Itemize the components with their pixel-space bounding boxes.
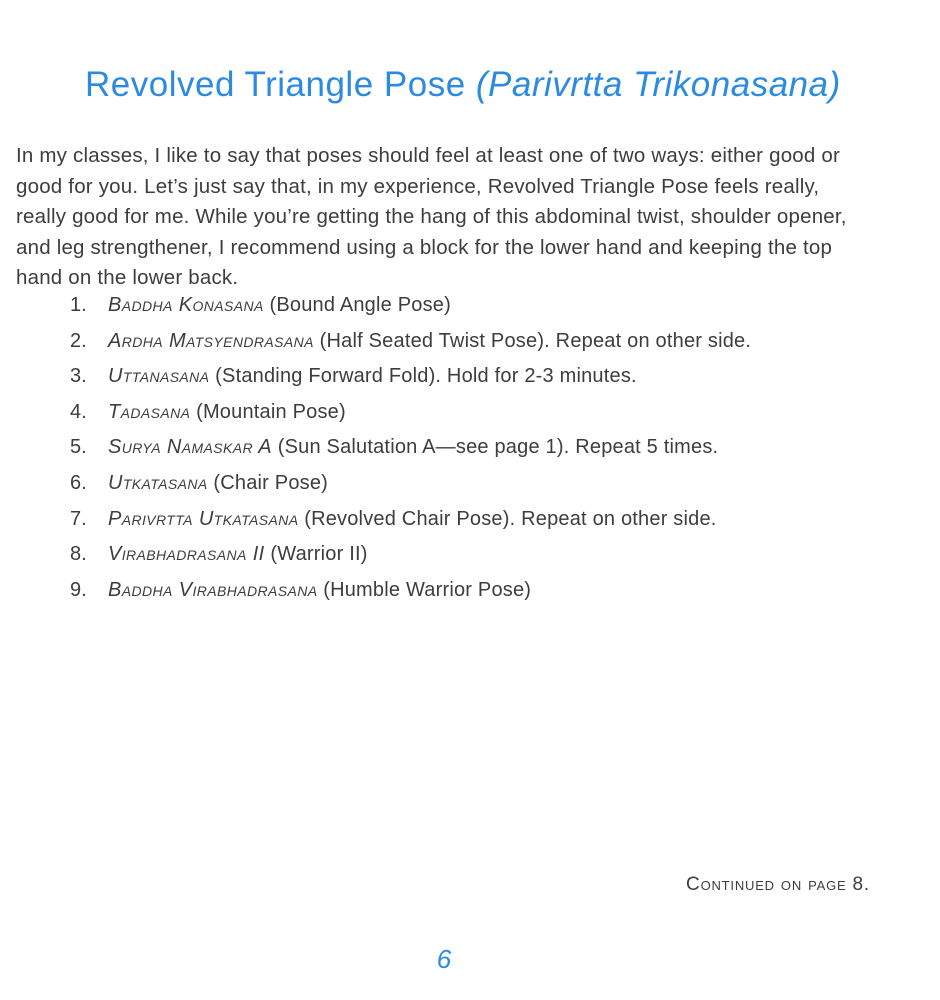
pose-entry (108, 436, 718, 459)
list-item (70, 543, 751, 579)
page-title (85, 66, 841, 105)
intro-paragraph: In my classes, I like to say that poses should feel at least one of two ways: either good or good for you. Let’s just say that, in my experience, Revolved Triangle Pose feels really, really good for me. While you’re getting the hang of this abdominal twist, shoulder opener, and leg strengthener, I recommend using a block for the lower hand and keeping the top hand on the lower back. (16, 144, 847, 289)
pose-description: (Sun Salutation A—see page 1). Repeat 5 times. (271, 436, 719, 459)
pose-description: (Mountain Pose) (190, 400, 346, 423)
pose-name: Utkatasana (108, 471, 208, 494)
pose-description: (Standing Forward Fold). Hold for 2-3 minutes. (209, 365, 637, 388)
pose-entry (108, 365, 637, 388)
page-title-sanskrit: (Parivrtta Trikonasana) (475, 65, 841, 104)
page-number: 6 (436, 944, 452, 974)
list-number: 5. (70, 436, 87, 459)
list-number: 9. (70, 578, 87, 601)
pose-entry (108, 508, 717, 531)
pose-entry (108, 472, 328, 495)
pose-entry (108, 579, 531, 602)
list-item (70, 508, 751, 544)
pose-name: Tadasana (108, 400, 191, 423)
pose-description: (Revolved Chair Pose). Repeat on other side. (298, 507, 717, 530)
pose-description: (Chair Pose) (207, 471, 329, 494)
pose-entry (108, 543, 368, 566)
pose-name: Surya Namaskar A (108, 436, 272, 459)
pose-entry (108, 401, 346, 424)
pose-name: Baddha Konasana (108, 294, 264, 316)
list-number: 1. (70, 294, 87, 316)
pose-name: Ardha Matsyendrasana (108, 329, 314, 352)
list-item (70, 294, 751, 330)
pose-description: (Warrior II) (264, 543, 368, 566)
pose-description: (Humble Warrior Pose) (317, 578, 532, 601)
pose-name: Parivrtta Utkatasana (108, 507, 299, 530)
list-item (70, 472, 751, 508)
list-item (70, 436, 751, 472)
pose-entry (108, 330, 751, 353)
pose-name: Virabhadrasana II (108, 543, 265, 566)
pose-description: (Half Seated Twist Pose). Repeat on other side. (313, 329, 752, 352)
list-item (70, 365, 751, 401)
pose-name: Baddha Virabhadrasana (108, 578, 318, 601)
list-number: 4. (70, 400, 87, 423)
list-item (70, 330, 751, 366)
list-item (70, 579, 751, 615)
list-number: 8. (70, 543, 87, 566)
continued-note: Continued on page 8. (686, 874, 870, 895)
page-title-english: Revolved Triangle Pose (85, 65, 476, 104)
list-number: 7. (70, 507, 87, 530)
list-number: 3. (70, 365, 87, 388)
list-number: 2. (70, 329, 87, 352)
list-number: 6. (70, 471, 87, 494)
pose-entry (108, 294, 451, 317)
pose-description: (Bound Angle Pose) (263, 294, 451, 316)
pose-sequence-list (70, 294, 751, 614)
list-item (70, 401, 751, 437)
pose-name: Uttanasana (108, 365, 210, 388)
